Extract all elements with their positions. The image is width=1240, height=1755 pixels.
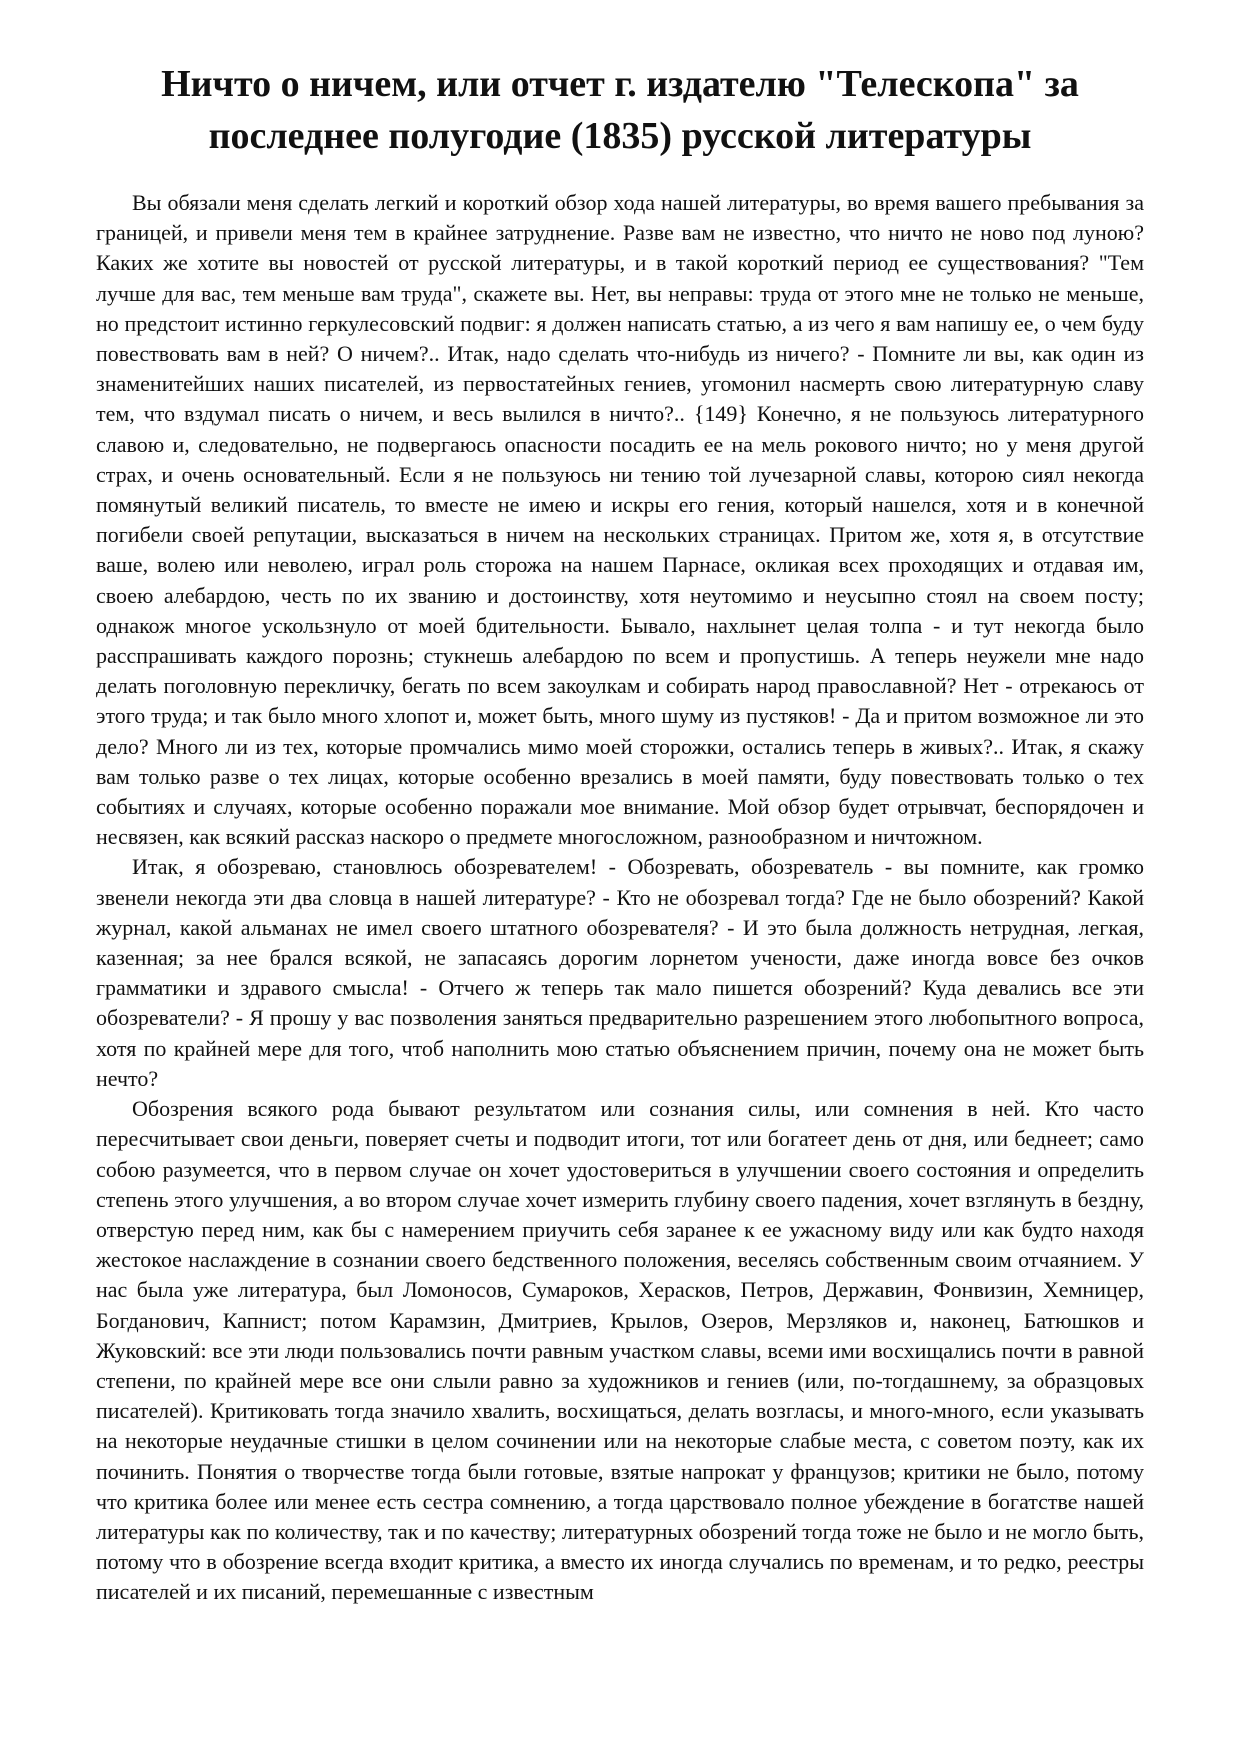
document-title-line-2: последнее полугодие (1835) русской литературы [208, 115, 1032, 157]
document-title-line-1: Ничто о ничем, или отчет г. издателю "Телескопа" за [161, 63, 1079, 105]
paragraph-3: Обозрения всякого рода бывают результатом или сознания силы, или сомнения в ней. Кто часто пересчитывает свои деньги, поверяет счеты и подводит итоги, тот или богатеет день от дня, или беднеет; само собою разумеется, что в первом случае он хочет удостовериться в улучшении своего состояния и определить степень этого улучшения, а во втором случае хочет измерить глубину своего падения, хочет взглянуть в бездну, отверстую перед ним, как бы с намерением приучить себя заранее к ее ужасному виду или как будто находя жестокое наслаждение в сознании своего бедственного положения, веселясь собственным своим отчаянием. У нас была уже литература, был Ломоносов, Сумароков, Херасков, Петров, Державин, Фонвизин, Хемницер, Богданович, Капнист; потом Карамзин, Дмитриев, Крылов, Озеров, Мерзляков и, наконец, Батюшков и Жуковский: все эти люди пользовались почти равным участком славы, всеми ими восхищались почти в равной степени, по крайней мере все они слыли равно за художников и гениев (или, по-тогдашнему, за образцовых писателей). Критиковать тогда значило хвалить, восхищаться, делать возгласы, и много-много, если указывать на некоторые неудачные стишки в целом сочинении или на некоторые слабые места, с советом поэту, как их починить. Понятия о творчестве тогда были готовые, взятые напрокат у французов; критики не было, потому что критика более или менее есть сестра сомнению, а тогда царствовало полное убеждение в богатстве нашей литературы как по количеству, так и по качеству; литературных обозрений тогда тоже не было и не могло быть, потому что в обозрение всегда входит критика, а вместо их иногда случались по временам, и то редко, реестры писателей и их писаний, перемешанные с известным [96, 1096, 1144, 1605]
document-body [96, 188, 1144, 1608]
paragraph-2: Итак, я обозреваю, становлюсь обозревателем! - Обозревать, обозреватель - вы помните, как громко звенели некогда эти два словца в нашей литературе? - Кто не обозревал тогда? Где не было обозрений? Какой журнал, какой альманах не имел своего штатного обозревателя? - И это была должность нетрудная, легкая, казенная; за нее брался всякой, не запасаясь дорогим лорнетом учености, даже иногда вовсе без очков грамматики и здравого смысла! - Отчего ж теперь так мало пишется обозрений? Куда девались все эти обозреватели? - Я прошу у вас позволения заняться предварительно разрешением этого любопытного вопроса, хотя по крайней мере для того, чтоб наполнить мою статью объяснением причин, почему она не может быть нечто? [96, 854, 1144, 1091]
document-title [96, 58, 1144, 162]
paragraph-1: Вы обязали меня сделать легкий и короткий обзор хода нашей литературы, во время вашего пребывания за границей, и привели меня тем в крайнее затруднение. Разве вам не известно, что ничто не ново под луною? Каких же хотите вы новостей от русской литературы, и в такой короткий период ее существования? "Тем лучше для вас, тем меньше вам труда", скажете вы. Нет, вы неправы: труда от этого мне не только не меньше, но предстоит истинно геркулесовский подвиг: я должен написать статью, а из чего я вам напишу ее, о чем буду повествовать вам в ней? О ничем?.. Итак, надо сделать что-нибудь из ничего? - Помните ли вы, как один из знаменитейших наших писателей, из первостатейных гениев, угомонил насмерть свою литературную славу тем, что вздумал писать о ничем, и весь вылился в ничто?.. {149} Конечно, я не пользуюсь литературного славою и, следовательно, не подвергаюсь опасности посадить ее на мель рокового ничто; но у меня другой страх, и очень основательный. Если я не пользуюсь ни тению той лучезарной славы, которою сиял некогда помянутый великий писатель, то вместе не имею и искры его гения, который нашелся, хотя и в конечной погибели своей репутации, высказаться в ничем на нескольких страницах. Притом же, хотя я, в отсутствие ваше, волею или неволею, играл роль сторожа на нашем Парнасе, окликая всех проходящих и отдавая им, своею алебардою, честь по их званию и достоинству, хотя неутомимо и неусыпно стоял на своем посту; однакож многое ускользнуло от моей бдительности. Бывало, нахлынет целая толпа - и тут некогда было расспрашивать каждого порознь; стукнешь алебардою по всем и пропустишь. А теперь неужели мне надо делать поголовную перекличку, бегать по всем закоулкам и собирать народ православной? Нет - отрекаюсь от этого труда; и так было много хлопот и, может быть, много шуму из пустяков! - Да и притом возможное ли это дело? Много ли из тех, которые промчались мимо моей сторожки, остались теперь в живых?.. Итак, я скажу вам только разве о тех лицах, которые особенно врезались в моей памяти, буду повествовать только о тех событиях и случаях, которые особенно поражали мое внимание. Мой обзор будет отрывчат, беспорядочен и несвязен, как всякий рассказ наскоро о предмете многосложном, разнообразном и ничтожном. [96, 190, 1144, 850]
